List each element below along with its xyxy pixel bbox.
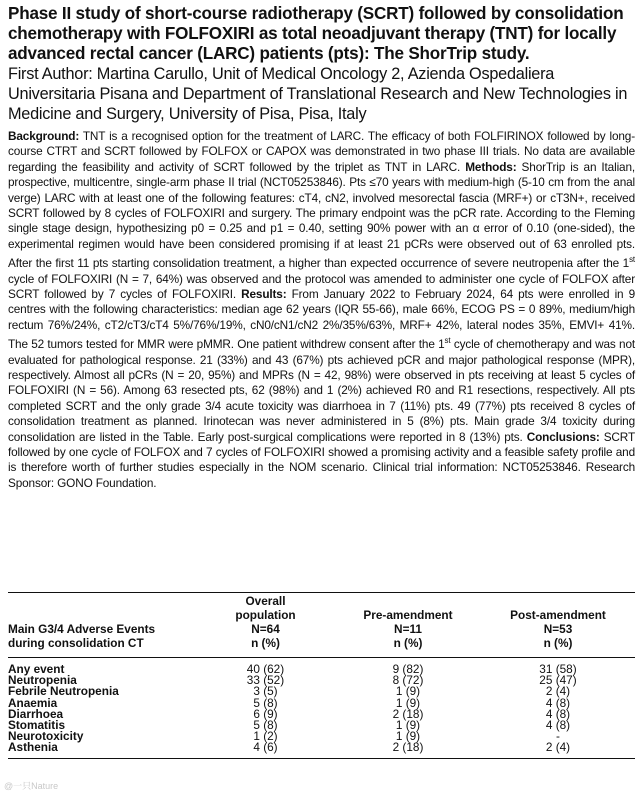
table-row: Anaemia 5 (8) 1 (9) 4 (8) bbox=[8, 695, 571, 710]
table-top-rule bbox=[8, 592, 635, 593]
methods-label: Methods: bbox=[465, 159, 517, 174]
methods-superscript: st bbox=[629, 255, 635, 265]
methods-text: ShorTrip is an Italian, prospective, multicentre, single-arm phase II trial (NCT05253846). Pts ≤70 years with medium-high (5-10 cm from the anal verge) LARC with at least one of the following features: cT4, cN2, involved mesorectal fascia (MRF+) or cT3N+, received SCRT followed by 8 cycles of FOLFOXIRI and surgery. The primary endpoint was the pCR rate. According to the Fleming single stage design, hypothesizing p0 = 0.25 and p1 = 0.40, setting 90% power with an α error of 0.10 (one-sided), the experimental regimen would have been considered promising if at least 21 pCRs were observed out of 63 enrolled pts. After the first 11 pts starting consolidation treatment, a higher than expected occurrence of severe neutropenia after the 1 bbox=[8, 159, 635, 271]
header-event: Main G3/4 Adverse Events during consolidation CT bbox=[8, 622, 156, 650]
background-label: Background: bbox=[8, 129, 80, 143]
conclusions-label: Conclusions: bbox=[526, 429, 600, 444]
background-text: TNT is a recognised option for the treatment of LARC. The efficacy of both FOLFIRINOX followed by long-course CTRT and SCRT followed by FOLFOX or CAPOX was demonstrated in two phase III trials. No data are available regarding the feasibility and activity of SCRT followed by the triplet as TNT in LARC. bbox=[8, 129, 635, 174]
results-text-continued: cycle of chemotherapy and was not evaluated for pathological response. 21 (33%) and 43 (67%) pts achieved pCR and major pathological response (MPR), respectively. Almost all pCRs (N = 20, 95%) and MPRs (N = 42, 98%) were observed in pts receiving at least 5 cycles of FOLFOXIRI (N = 56). Among 63 resected pts, 62 (98%) and 1 (2%) achieved R0 and R1 resections, respectively. All pts completed SCRT and the only grade 3/4 acute toxicity was diarrhoea in 7 (11%) pts. 49 (77%) pts received 8 cycles of consolidation treatment as planned. Irinotecan was never administered in 5 (8%) pts. Main grade 3/4 toxicity during consolidation are listed in the Table. Early post-surgical complications were reported in 8 (13%) pts. bbox=[8, 337, 635, 444]
author-affiliation: First Author: Martina Carullo, Unit of Medical Oncology 2, Azienda Ospedaliera Universitaria Pisana and Department of Translational Research and New Technologies in Medicine and Surgery, University of Pisa, Pisa, Italy bbox=[8, 65, 628, 123]
header-pre-amendment: Pre-amendment N=11 n (%) bbox=[363, 608, 453, 650]
table-row: Asthenia 4 (6) 2 (18) 2 (4) bbox=[8, 740, 571, 755]
conclusions-text: SCRT followed by one cycle of FOLFOX and 7 cycles of FOLFOXIRI showed a promising activity and a feasible safety profile and is therefore worth of further studies especially in the NOM scenario. Clinical trial information: NCT05253846. Research Sponsor: GONO Foundation. bbox=[8, 429, 636, 490]
adverse-events-table-container bbox=[8, 592, 635, 759]
abstract-body bbox=[8, 129, 635, 491]
results-label: Results: bbox=[241, 286, 287, 301]
table-row: Febrile Neutropenia 3 (5) 1 (9) 2 (4) bbox=[8, 684, 571, 699]
table-row: Neutropenia 33 (52) 8 (72) 25 (47) bbox=[8, 673, 577, 688]
methods-text-continued: cycle of FOLFOXIRI (N = 7, 64%) was observed and the protocol was amended to administer one cycle of FOLFOX after SCRT followed by 7 cycles of FOLFOXIRI. bbox=[8, 271, 635, 301]
results-text: From January 2022 to February 2024, 64 pts were enrolled in 9 centres with the following characteristics: median age 62 years (IQR 55-66), male 66%, ECOG PS = 0 89%, medium/high rectum 76%/24%, cT2/cT3/cT4 5%/76%/19%, cN0/cN1/cN2 2%/35%/63%, MRF+ 42%, lateral nodes 35%, EMVI+ 41%. The 52 tumors tested for MMR were pMMR. One patient withdrew consent after the 1 bbox=[8, 286, 635, 352]
watermark: @一只Nature bbox=[4, 781, 59, 791]
header-overall: Overall population N=64 n (%) bbox=[235, 594, 296, 650]
adverse-events-table bbox=[8, 595, 635, 759]
results-superscript: st bbox=[444, 336, 451, 346]
header-post-amendment: Post-amendment N=53 n (%) bbox=[510, 608, 606, 650]
page-title: Phase II study of short-course radiotherapy (SCRT) followed by consolidation chemotherapy with FOLFOXIRI as total neoadjuvant therapy (TNT) for locally advanced rectal cancer (LARC) patients (pts): The ShorTrip study. bbox=[8, 4, 624, 63]
abstract-page bbox=[8, 4, 636, 755]
table-row: Stomatitis 5 (8) 1 (9) 4 (8) bbox=[8, 718, 571, 733]
table-row: Any event 40 (62) 9 (82) 31 (58) bbox=[8, 662, 577, 676]
table-row: Diarrhoea 6 (9) 2 (18) 4 (8) bbox=[8, 706, 571, 721]
table-row: Neurotoxicity 1 (2) 1 (9) - bbox=[8, 729, 560, 744]
